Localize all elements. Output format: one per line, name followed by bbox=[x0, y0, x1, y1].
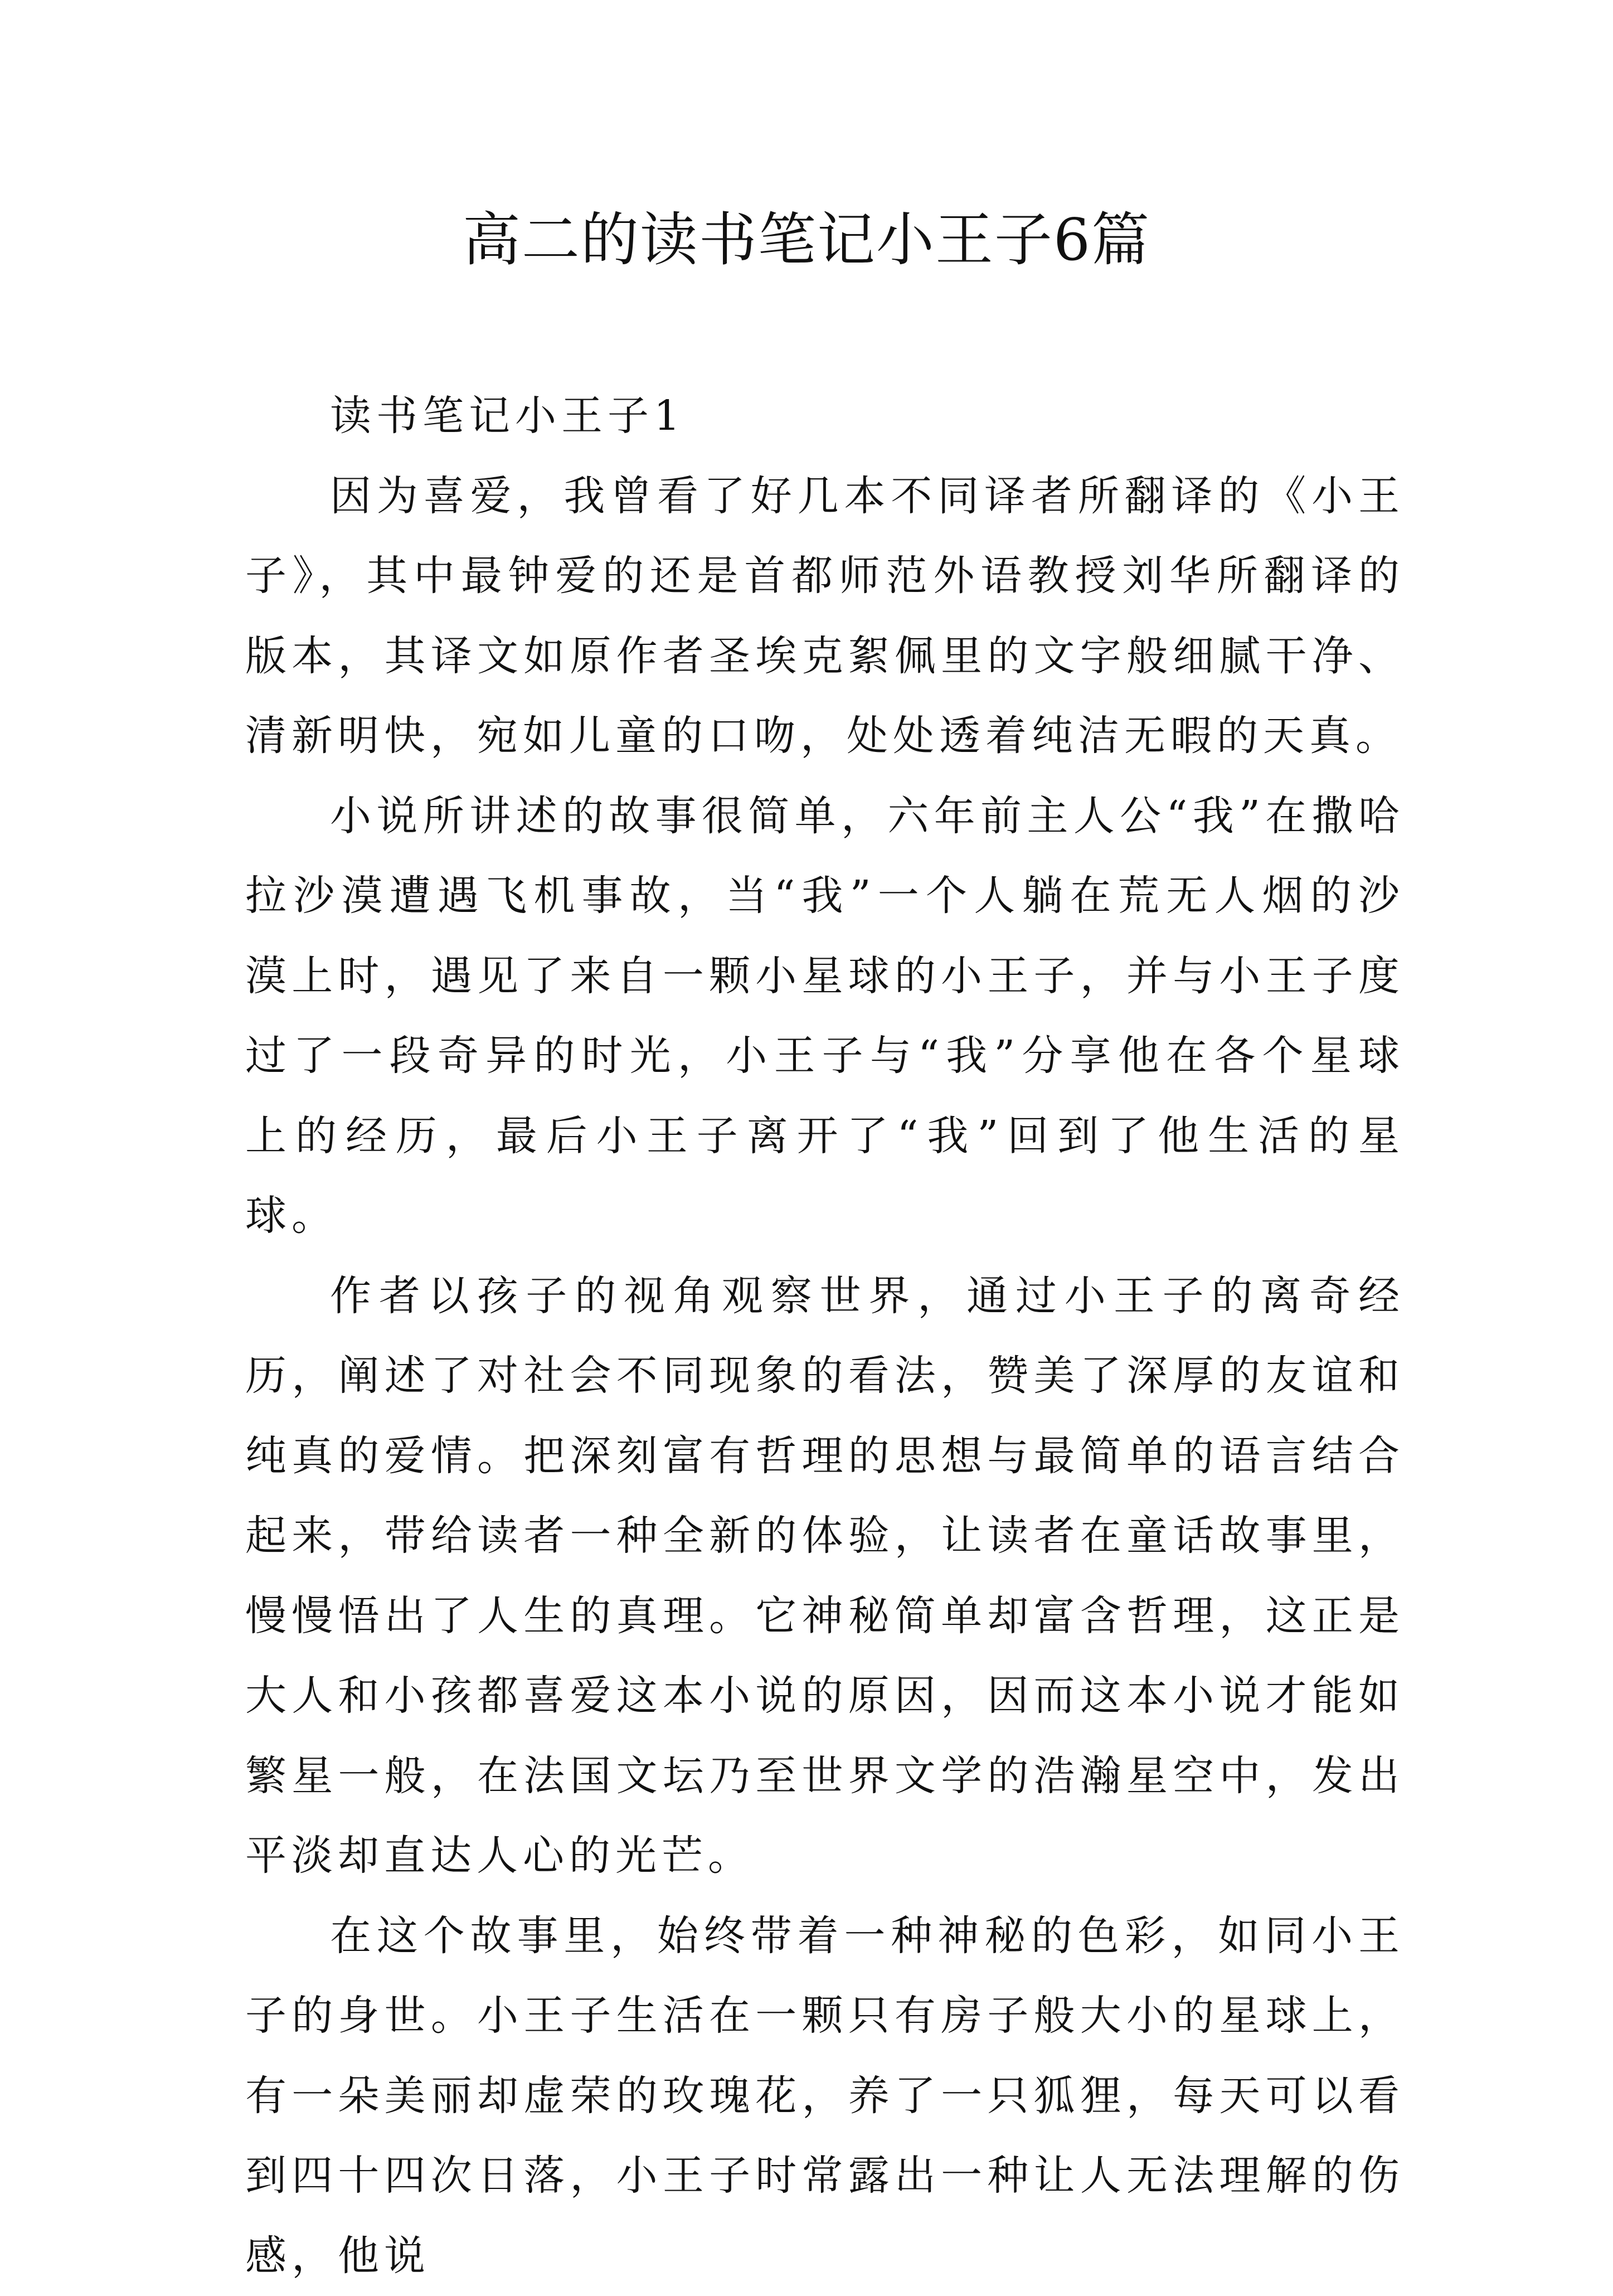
document-title: 高二的读书笔记小王子6篇 bbox=[0, 198, 1613, 281]
body-paragraph: 小说所讲述的故事很简单，六年前主人公“我”在撒哈拉沙漠遭遇飞机事故，当“我”一个人躺在荒无人烟的沙漠上时，遇见了来自一颗小星球的小王子，并与小王子度过了一段奇异的时光，小王子与“我”分享他在各个星球上的经历，最后小王子离开了“我”回到了他生活的星球。 bbox=[245, 776, 1405, 1256]
section-heading: 读书笔记小王子1 bbox=[245, 376, 1405, 457]
body-paragraph: 作者以孩子的视角观察世界，通过小王子的离奇经历，阐述了对社会不同现象的看法，赞美了深厚的友谊和纯真的爱情。把深刻富有哲理的思想与最简单的语言结合起来，带给读者一种全新的体验，让读者在童话故事里，慢慢悟出了人生的真理。它神秘简单却富含哲理，这正是大人和小孩都喜爱这本小说的原因，因而这本小说才能如繁星一般，在法国文坛乃至世界文学的浩瀚星空中，发出平淡却直达人心的光芒。 bbox=[245, 1256, 1405, 1896]
body-paragraph: 在这个故事里，始终带着一种神秘的色彩，如同小王子的身世。小王子生活在一颗只有房子般大小的星球上，有一朵美丽却虚荣的玫瑰花，养了一只狐狸，每天可以看到四十四次日落，小王子时常露出一种让人无法理解的伤感，他说 bbox=[245, 1896, 1405, 2296]
body-paragraph: 因为喜爱，我曾看了好几本不同译者所翻译的《小王子》，其中最钟爱的还是首都师范外语教授刘华所翻译的版本，其译文如原作者圣埃克絮佩里的文字般细腻干净、清新明快，宛如儿童的口吻，处处透着纯洁无暇的天真。 bbox=[245, 457, 1405, 776]
document-body bbox=[245, 376, 1405, 2296]
